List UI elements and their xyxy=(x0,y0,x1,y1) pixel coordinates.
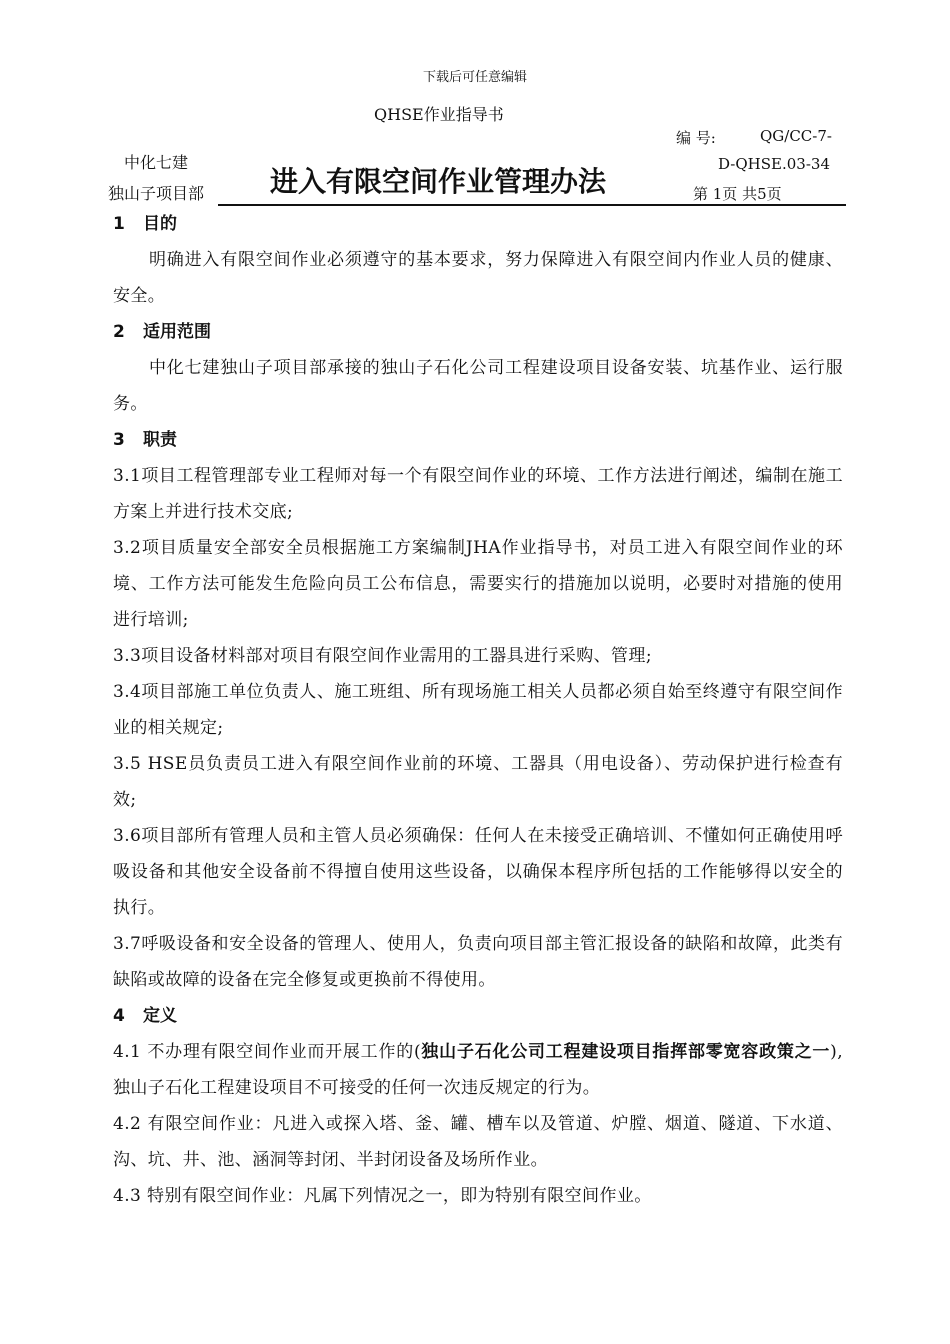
section-number: 2 xyxy=(113,322,125,342)
section-heading-purpose xyxy=(113,206,843,242)
document-code-part2: D-QHSE.03-34 xyxy=(718,155,830,173)
document-title: 进入有限空间作业管理办法 xyxy=(270,165,607,198)
definition-item: 4.2 有限空间作业：凡进入或探入塔、釜、罐、槽车以及管道、炉膛、烟道、隧道、下水道、沟、坑、井、池、涵洞等封闭、半封闭设备及场所作业。 xyxy=(113,1114,843,1170)
responsibility-item: 3.5 HSE员负责员工进入有限空间作业前的环境、工器具（用电设备）、劳动保护进行检查有效; xyxy=(113,754,843,810)
section-heading-definitions xyxy=(113,998,843,1034)
responsibility-item: 3.6项目部所有管理人员和主管人员必须确保：任何人在未接受正确培训、不懂如何正确使用呼吸设备和其他安全设备前不得擅自使用这些设备，以确保本程序所包括的工作能够得以安全的执行。 xyxy=(113,826,843,918)
responsibility-item: 3.3项目设备材料部对项目有限空间作业需用的工器具进行采购、管理; xyxy=(113,646,652,666)
department-name: 独山子项目部 xyxy=(108,184,205,203)
purpose-paragraph: 明确进入有限空间作业必须遵守的基本要求，努力保障进入有限空间内作业人员的健康、安全。 xyxy=(113,250,843,306)
document-code-part1: QG/CC-7- xyxy=(760,127,832,145)
responsibility-item: 3.1项目工程管理部专业工程师对每一个有限空间作业的环境、工作方法进行阐述，编制在施工方案上并进行技术交底; xyxy=(113,466,843,522)
section-heading-scope xyxy=(113,314,843,350)
section-title: 目的 xyxy=(143,214,177,234)
responsibility-item: 3.7呼吸设备和安全设备的管理人、使用人，负责向项目部主管汇报设备的缺陷和故障，此类有缺陷或故障的设备在完全修复或更换前不得使用。 xyxy=(113,934,843,990)
definition-text: 4.1 不办理有限空间作业而开展工作的( xyxy=(113,1042,422,1062)
zero-tolerance-policy-text: 独山子石化公司工程建设项目指挥部零宽容政策之一 xyxy=(421,1042,831,1062)
download-watermark: 下载后可任意编辑 xyxy=(422,70,527,85)
section-number: 4 xyxy=(113,1006,125,1026)
document-body xyxy=(113,206,843,1214)
responsibility-item: 3.4项目部施工单位负责人、施工班组、所有现场施工相关人员都必须自始至终遵守有限空间作业的相关规定; xyxy=(113,682,843,738)
responsibility-item: 3.2项目质量安全部安全员根据施工方案编制JHA作业指导书，对员工进入有限空间作业的环境、工作方法可能发生危险向员工公布信息，需要实行的措施加以说明，必要时对措施的使用进行培训; xyxy=(113,538,843,630)
definition-item xyxy=(113,1034,843,1106)
section-title: 定义 xyxy=(143,1006,177,1026)
document-code-label: 编 号: xyxy=(676,129,716,147)
organization-name: 中化七建 xyxy=(124,153,189,172)
section-title: 职责 xyxy=(143,430,177,450)
section-title: 适用范围 xyxy=(143,322,211,342)
scope-paragraph: 中化七建独山子项目部承接的独山子石化公司工程建设项目设备安装、坑基作业、运行服务。 xyxy=(113,358,843,414)
page-indicator: 第 1页 共5页 xyxy=(693,185,782,203)
document-type: QHSE作业指导书 xyxy=(374,105,504,124)
section-heading-responsibilities xyxy=(113,422,843,458)
definition-text: ),独山子石化工程建设项目不可接受的任何一次违反规定的行为。 xyxy=(113,1042,843,1098)
definition-item: 4.3 特别有限空间作业：凡属下列情况之一，即为特别有限空间作业。 xyxy=(113,1186,652,1206)
section-number: 3 xyxy=(113,430,125,450)
section-number: 1 xyxy=(113,214,125,234)
